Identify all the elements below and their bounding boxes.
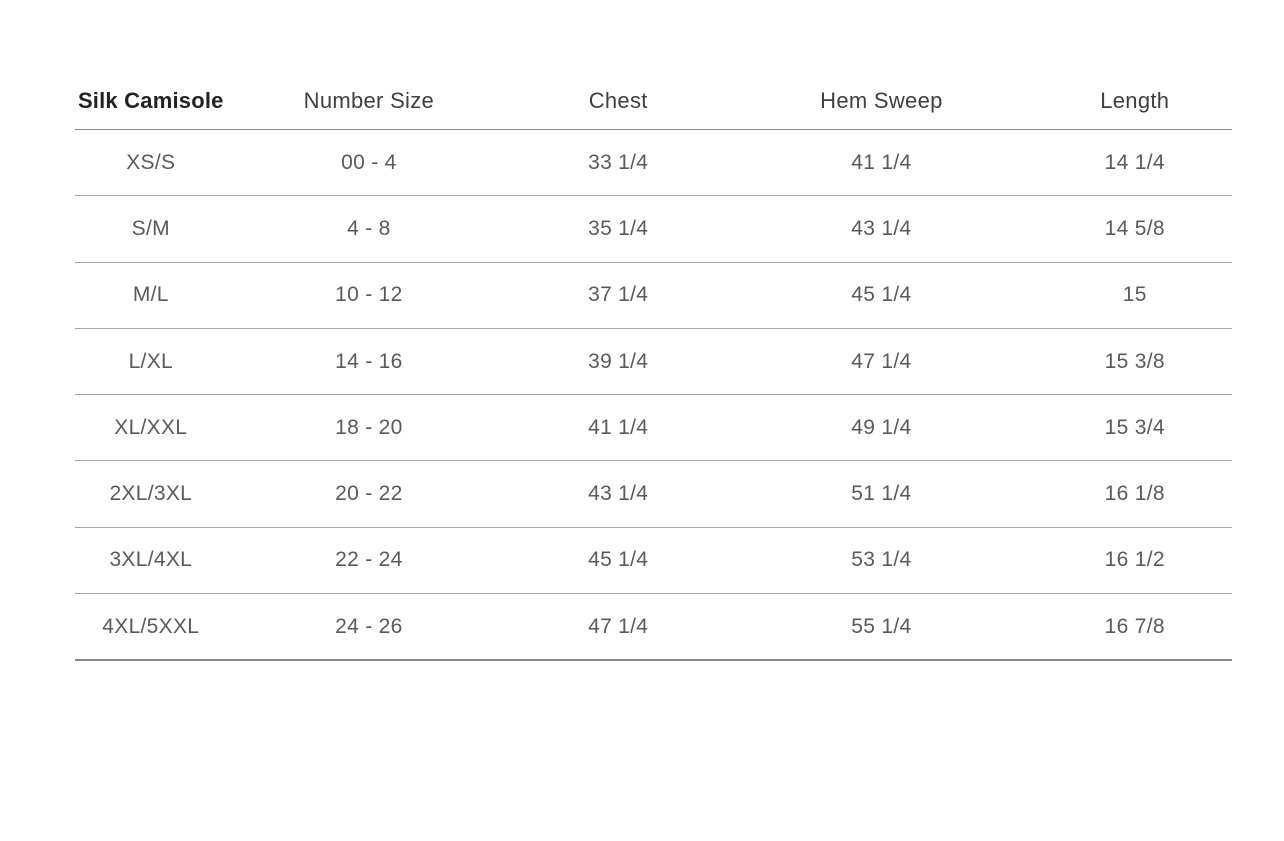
measurement-cell: 43 1/4 — [851, 216, 912, 240]
measurement-cell: 15 — [1122, 283, 1147, 307]
measurement-cell: 16 7/8 — [1104, 614, 1165, 638]
table-row — [75, 528, 1232, 594]
measurement-cell: 18 - 20 — [335, 415, 403, 439]
measurement-cell: 33 1/4 — [588, 150, 649, 174]
table-row — [75, 461, 1232, 527]
measurement-cell: 22 - 24 — [335, 548, 403, 572]
size-label-cell: S/M — [131, 216, 170, 240]
table-row — [75, 329, 1232, 395]
measurement-cell: 41 1/4 — [588, 415, 649, 439]
table-row — [75, 594, 1232, 661]
size-label-cell: M/L — [132, 283, 169, 307]
measurement-cell: 43 1/4 — [588, 482, 649, 506]
measurement-cell: 14 1/4 — [1104, 150, 1165, 174]
measurement-cell: 16 1/2 — [1104, 548, 1165, 572]
size-label-cell: L/XL — [128, 349, 173, 373]
size-chart-table — [75, 72, 1232, 661]
header-cell-silk-camisole: Silk Camisole — [77, 87, 224, 113]
size-label-cell: 3XL/4XL — [109, 548, 193, 572]
measurement-cell: 14 - 16 — [335, 349, 403, 373]
header-cell-chest: Chest — [588, 87, 648, 113]
table-row — [75, 196, 1232, 262]
table-row — [75, 395, 1232, 461]
measurement-cell: 45 1/4 — [851, 283, 912, 307]
measurement-cell: 45 1/4 — [588, 548, 649, 572]
measurement-cell: 55 1/4 — [851, 614, 912, 638]
measurement-cell: 16 1/8 — [1104, 482, 1165, 506]
measurement-cell: 15 3/4 — [1104, 415, 1165, 439]
table-row — [75, 130, 1232, 196]
measurement-cell: 47 1/4 — [851, 349, 912, 373]
measurement-cell: 10 - 12 — [335, 283, 403, 307]
measurement-cell: 47 1/4 — [588, 614, 649, 638]
measurement-cell: 24 - 26 — [335, 614, 403, 638]
size-label-cell: 4XL/5XXL — [102, 614, 200, 638]
size-label-cell: XL/XXL — [114, 415, 188, 439]
measurement-cell: 00 - 4 — [341, 150, 397, 174]
measurement-cell: 14 5/8 — [1104, 216, 1165, 240]
measurement-cell: 49 1/4 — [851, 415, 912, 439]
header-cell-length: Length — [1100, 87, 1170, 113]
measurement-cell: 39 1/4 — [588, 349, 649, 373]
measurement-cell: 51 1/4 — [851, 482, 912, 506]
size-label-cell: 2XL/3XL — [109, 482, 193, 506]
measurement-cell: 53 1/4 — [851, 548, 912, 572]
measurement-cell: 4 - 8 — [347, 216, 391, 240]
table-row — [75, 263, 1232, 329]
table-body — [75, 130, 1232, 661]
header-cell-hem-sweep: Hem Sweep — [820, 87, 943, 113]
measurement-cell: 20 - 22 — [335, 482, 403, 506]
header-row — [75, 72, 1232, 130]
measurement-cell: 15 3/8 — [1104, 349, 1165, 373]
measurement-cell: 37 1/4 — [588, 283, 649, 307]
measurement-cell: 41 1/4 — [851, 150, 912, 174]
header-cell-number-size: Number Size — [303, 87, 435, 113]
size-label-cell: XS/S — [126, 150, 176, 174]
measurement-cell: 35 1/4 — [588, 216, 649, 240]
